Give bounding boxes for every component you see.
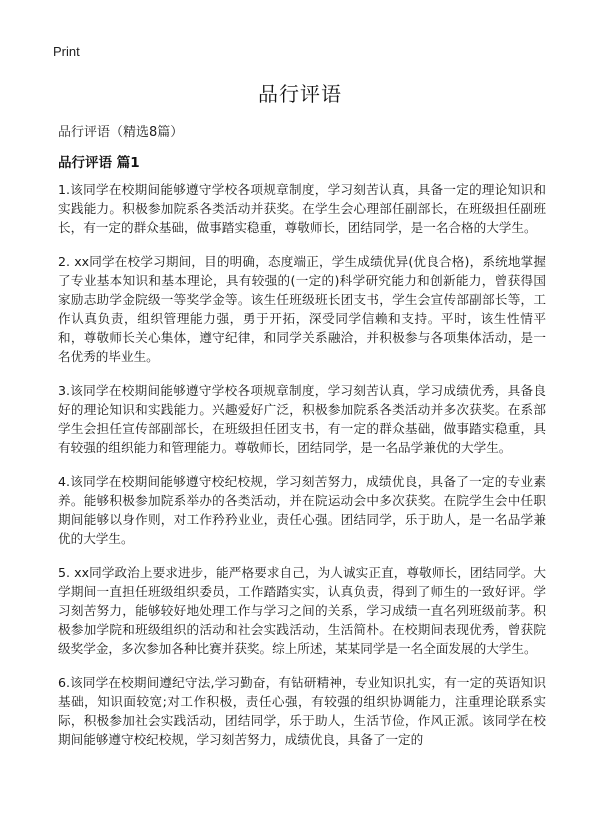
section-heading: 品行评语 篇1 — [58, 155, 140, 171]
page-title: 品行评语 — [258, 82, 342, 106]
paragraph-3: 3.该同学在校期间能够遵守学校各项规章制度，学习刻苦认真，学习成绩优秀，具备良好的理论知识和实践能力。兴趣爱好广泛，积极参加院系各类活动并多次获奖。在系部学生会担任宣传部副部长，在班级担任团支书，有一定的群众基础，做事踏实稳重，具有较强的组织能力和管理能力。尊敬师长，团结同学，是一名品学兼优的大学生。 — [58, 383, 546, 455]
paragraph-6: 6.该同学在校期间遵纪守法,学习勤奋，有钻研精神，专业知识扎实，有一定的英语知识基础，知识面较宽;对工作积极，责任心强，有较强的组织协调能力，注重理论联系实际，积极参加社会实践活动，团结同学，乐于助人，生活节俭，作风正派。该同学在校期间能够遵守校纪校规，学习刻苦努力，成绩优良，具备了一定的 — [58, 675, 546, 747]
document-body — [58, 180, 546, 764]
document-subtitle: 品行评语（精选8篇） — [58, 125, 184, 140]
paragraph-4: 4.该同学在校期间能够遵守校纪校规，学习刻苦努力，成绩优良，具备了一定的专业素养。能够积极参加院系举办的各类活动，并在院运动会中多次获奖。在院学生会中任职期间能够以身作则，对工作矜矜业业，责任心强。团结同学，乐于助人，是一名品学兼优的大学生。 — [58, 474, 546, 546]
print-link[interactable]: Print — [53, 44, 80, 59]
paragraph-5: 5. xx同学政治上要求进步，能严格要求自己，为人诚实正直，尊敬师长，团结同学。大学期间一直担任班级组织委员，工作踏踏实实，认真负责，得到了师生的一致好评。学习刻苦努力，能够较好地处理工作与学习之间的关系，学习成绩一直名列班级前茅。积极参加学院和班级组织的活动和社会实践活动，生活简朴。在校期间表现优秀，曾获院级奖学金，多次参加各种比赛并获奖。综上所述，某某同学是一名全面发展的大学生。 — [58, 565, 546, 656]
paragraph-2: 2. xx同学在校学习期间，目的明确，态度端正，学生成绩优异(优良合格)，系统地掌握了专业基本知识和基本理论，具有较强的(一定的)科学研究能力和创新能力，曾获得国家励志助学金院级一等奖学金等。该生任班级班长团支书，学生会宣传部副部长等，工作认真负责，组织管理能力强，勇于开拓，深受同学信赖和支持。平时，该生性情平和，尊敬师长关心集体，遵守纪律，和同学关系融洽，并积极参与各项集体活动，是一名优秀的毕业生。 — [58, 254, 546, 364]
paragraph-1: 1.该同学在校期间能够遵守学校各项规章制度，学习刻苦认真，具备一定的理论知识和实践能力。积极参加院系各类活动并获奖。在学生会心理部任副部长，在班级担任副班长，有一定的群众基础，做事踏实稳重，尊敬师长，团结同学，是一名合格的大学生。 — [58, 182, 546, 235]
